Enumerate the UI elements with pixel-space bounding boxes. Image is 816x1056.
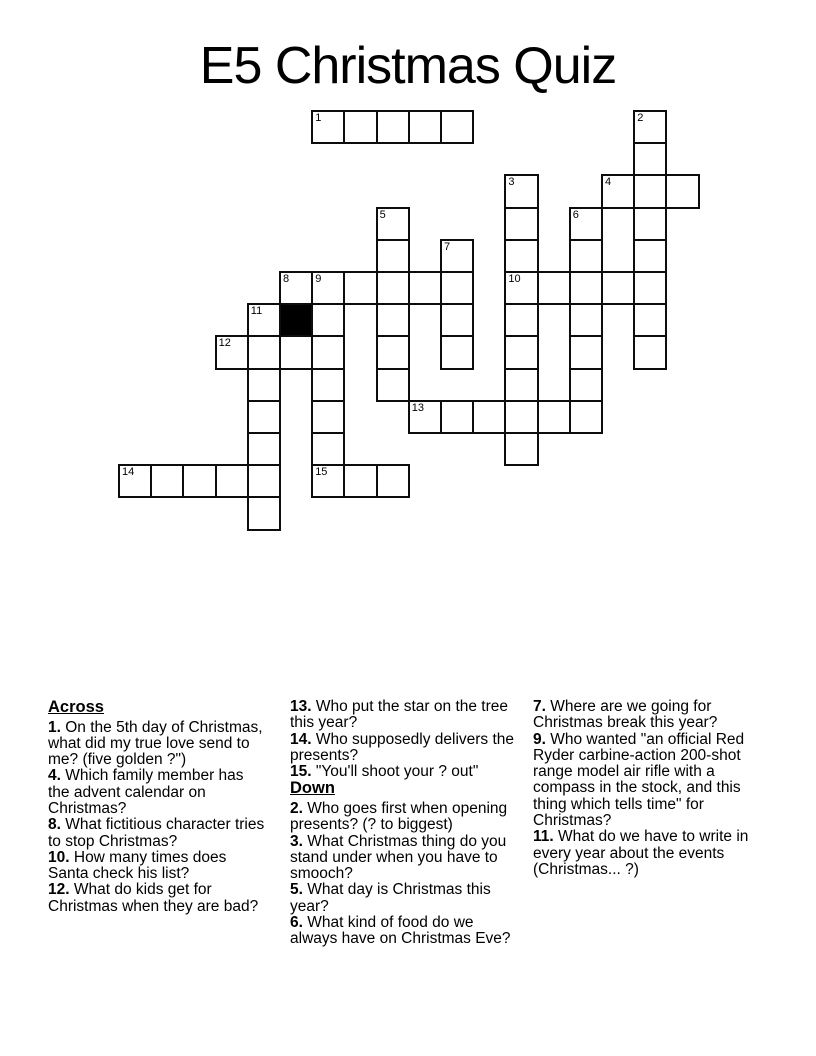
clue-number: 6. (290, 914, 303, 932)
grid-cell[interactable] (311, 368, 345, 402)
grid-cell[interactable] (376, 303, 410, 337)
clue-text: What day is Christmas this year? (290, 881, 491, 915)
clue-text: Who wanted "an official Red Ryder carbine-action 200-shot range model air rifle with a compass in the stock, and this thing which tells time" for Christmas? (533, 730, 745, 830)
grid-cell[interactable] (633, 174, 667, 208)
clue-column-3 (533, 699, 768, 878)
clue-number: 13. (290, 698, 312, 715)
grid-cell[interactable] (504, 271, 538, 305)
cell-number: 9 (315, 273, 322, 285)
clue-number: 3. (290, 832, 303, 850)
grid-cell[interactable] (376, 239, 410, 273)
grid-cell[interactable] (279, 335, 313, 369)
grid-cell[interactable] (376, 368, 410, 402)
grid-cell[interactable] (440, 110, 474, 144)
clue-item (48, 720, 269, 769)
clue-item (290, 801, 518, 834)
grid-cell[interactable] (408, 400, 442, 434)
grid-cell[interactable] (665, 174, 699, 208)
clue-item (533, 699, 768, 732)
grid-cell[interactable] (633, 335, 667, 369)
cell-number: 2 (637, 112, 644, 124)
grid-cell[interactable] (504, 432, 538, 466)
grid-cell[interactable] (376, 335, 410, 369)
grid-cell[interactable] (601, 174, 635, 208)
grid-cell[interactable] (569, 207, 603, 241)
clue-text: What Christmas thing do you stand under when you have to smooch? (290, 832, 507, 883)
grid-cell[interactable] (537, 271, 571, 305)
clue-text: Who supposedly delivers the presents? (290, 730, 515, 764)
grid-cell[interactable] (633, 303, 667, 337)
grid-cell[interactable] (633, 142, 667, 176)
grid-cell[interactable] (601, 271, 635, 305)
cell-number: 12 (218, 337, 231, 350)
grid-cell[interactable] (247, 432, 281, 466)
grid-cell[interactable] (633, 207, 667, 241)
grid-cell[interactable] (247, 400, 281, 434)
grid-cell[interactable] (569, 303, 603, 337)
grid-cell[interactable] (504, 368, 538, 402)
grid-cell[interactable] (440, 271, 474, 305)
grid-cell[interactable] (440, 303, 474, 337)
clue-text: Who put the star on the tree this year? (290, 698, 509, 732)
grid-cell[interactable] (247, 303, 281, 337)
grid-cell[interactable] (311, 464, 345, 498)
grid-cell[interactable] (311, 110, 345, 144)
clue-item (48, 850, 269, 883)
clue-text: "You'll shoot your ? out" (311, 763, 479, 781)
grid-cell[interactable] (504, 400, 538, 434)
clue-item (533, 829, 768, 878)
grid-cell[interactable] (408, 271, 442, 305)
grid-cell[interactable] (247, 496, 281, 530)
grid-cell[interactable] (569, 271, 603, 305)
grid-cell[interactable] (633, 110, 667, 144)
clue-item (290, 732, 518, 765)
grid-cell[interactable] (504, 335, 538, 369)
clue-number: 1. (48, 718, 61, 736)
grid-cell[interactable] (215, 335, 249, 369)
clue-item (290, 834, 518, 883)
cell-number: 1 (315, 112, 322, 124)
clue-number: 14. (290, 730, 312, 748)
grid-cell[interactable] (504, 207, 538, 241)
clue-item (48, 768, 269, 817)
clue-number: 2. (290, 799, 303, 817)
grid-cell[interactable] (440, 239, 474, 273)
clue-number: 10. (48, 848, 70, 866)
grid-cell[interactable] (343, 464, 377, 498)
page-title: E5 Christmas Quiz (199, 37, 617, 95)
cell-number: 7 (444, 240, 451, 253)
clue-item (290, 764, 518, 780)
clue-item (48, 882, 269, 915)
grid-cell[interactable] (633, 239, 667, 273)
cell-number: 6 (572, 208, 579, 221)
clue-text: What fictitious character tries to stop Christmas? (48, 816, 265, 850)
cell-number: 11 (250, 305, 263, 318)
grid-cell[interactable] (343, 271, 377, 305)
grid-cell[interactable] (150, 464, 184, 498)
clue-item (48, 817, 269, 850)
clue-number: 5. (290, 881, 303, 899)
clue-number: 7. (533, 698, 546, 715)
grid-cell[interactable] (247, 335, 281, 369)
grid-cell[interactable] (311, 335, 345, 369)
grid-cell[interactable] (440, 335, 474, 369)
clue-text: What do we have to write in every year about the events (Christmas... ?) (533, 828, 749, 878)
grid-cell[interactable] (376, 110, 410, 144)
clue-number: 12. (48, 881, 70, 899)
grid-cell[interactable] (504, 303, 538, 337)
clue-number: 4. (48, 767, 61, 785)
grid-cell[interactable] (311, 303, 345, 337)
clue-text: What do kids get for Christmas when they are bad? (48, 881, 259, 915)
clue-item (290, 882, 518, 915)
grid-cell[interactable] (504, 239, 538, 273)
grid-cell[interactable] (504, 174, 538, 208)
grid-cell[interactable] (311, 271, 345, 305)
grid-cell[interactable] (440, 400, 474, 434)
clue-number: 15. (290, 763, 312, 781)
grid-cell[interactable] (279, 271, 313, 305)
grid-cell[interactable] (311, 400, 345, 434)
grid-cell[interactable] (215, 464, 249, 498)
cell-number: 8 (283, 273, 290, 285)
cell-number: 4 (605, 176, 612, 189)
clue-text: How many times does Santa check his list? (48, 848, 227, 883)
section-header-down: Down (290, 779, 335, 798)
clue-number: 8. (48, 816, 61, 834)
clue-column-2 (290, 699, 518, 948)
cell-number: 3 (508, 176, 515, 189)
clue-text: What kind of food do we always have on Christmas Eve? (290, 914, 511, 948)
clue-item (533, 732, 768, 830)
grid-cell[interactable] (376, 207, 410, 241)
clue-item (290, 915, 518, 948)
clue-number: 9. (533, 730, 546, 748)
grid-cell[interactable] (569, 400, 603, 434)
grid-cell[interactable] (343, 110, 377, 144)
clue-text: Who goes first when opening presents? (? to biggest) (290, 799, 508, 834)
cell-number: 13 (411, 401, 425, 414)
grid-cell[interactable] (472, 400, 506, 434)
grid-cell[interactable] (118, 464, 152, 498)
section-header-across: Across (48, 698, 104, 716)
grid-cell[interactable] (537, 400, 571, 434)
grid-cell[interactable] (182, 464, 216, 498)
clue-text: Which family member has the advent calendar on Christmas? (48, 767, 244, 817)
clue-number: 11. (533, 828, 554, 846)
grid-cell[interactable] (408, 110, 442, 144)
clue-item (290, 699, 518, 732)
cell-number: 14 (122, 466, 135, 479)
cell-number: 15 (315, 466, 328, 479)
grid-cell[interactable] (376, 271, 410, 305)
clue-text: On the 5th day of Christmas, what did my true love send to me? (five golden ?") (48, 718, 263, 769)
grid-cell[interactable] (247, 464, 281, 498)
grid-cell[interactable] (569, 335, 603, 369)
clue-column-1 (48, 699, 269, 915)
grid-cell[interactable] (376, 464, 410, 498)
grid-cell[interactable] (569, 239, 603, 273)
grid-cell[interactable] (633, 271, 667, 305)
clue-text: Where are we going for Christmas break this year? (533, 698, 718, 732)
grid-cell[interactable] (247, 368, 281, 402)
grid-cell[interactable] (311, 432, 345, 466)
grid-cell[interactable] (569, 368, 603, 402)
grid-cell-black (279, 303, 313, 337)
cell-number: 5 (379, 208, 386, 221)
cell-number: 10 (508, 273, 521, 285)
